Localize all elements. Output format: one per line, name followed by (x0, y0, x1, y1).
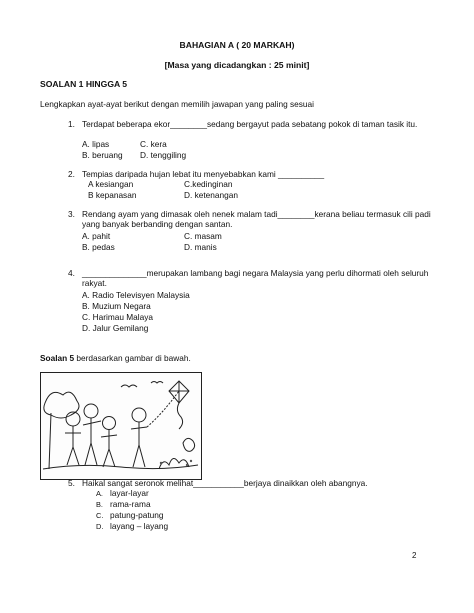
section-title: BAHAGIAN A ( 20 MARKAH) (179, 40, 295, 50)
kite-illustration (40, 372, 202, 480)
option-c[interactable]: C. kera (140, 139, 167, 149)
option-d[interactable]: D. tenggiling (140, 150, 187, 160)
option-letter: B. (96, 500, 103, 509)
question-number: 4. (68, 268, 75, 278)
question-2 (42, 169, 437, 203)
option-a[interactable]: A. Radio Televisyen Malaysia (82, 290, 190, 300)
q5-intro-bold: Soalan 5 (40, 353, 75, 363)
option-d[interactable]: D. Jalur Gemilang (82, 323, 149, 333)
time-note: [Masa yang dicadangkan : 25 minit] (164, 60, 310, 70)
option-d[interactable]: D. manis (184, 242, 217, 252)
children-flying-kite-drawing (41, 373, 200, 478)
question-text: Tempias daripada hujan lebat itu menyebabkan kami __________ (82, 169, 325, 179)
option-letter: A. (96, 489, 103, 498)
option-c[interactable]: C. Harimau Malaya (82, 312, 154, 322)
q5-intro (40, 353, 191, 363)
questions-heading: SOALAN 1 HINGGA 5 (40, 79, 128, 89)
option-b[interactable]: B. pedas (82, 242, 115, 252)
option-c[interactable]: patung-patung (110, 510, 164, 520)
option-c[interactable]: C. masam (184, 231, 222, 241)
option-b[interactable]: B kepanasan (88, 190, 137, 200)
question-1 (42, 119, 437, 165)
question-number: 5. (68, 478, 75, 488)
page-number: 2 (412, 551, 417, 560)
option-d[interactable]: D. ketenangan (184, 190, 238, 200)
question-text: Haikal sangat seronok melihat___________berjaya dinaikkan oleh abangnya. (82, 478, 368, 488)
option-b[interactable]: B. Muzium Negara (82, 301, 151, 311)
option-a[interactable]: layar-layar (110, 488, 149, 498)
option-d[interactable]: layang – layang (110, 521, 169, 531)
option-b[interactable]: rama-rama (110, 499, 151, 509)
q5-intro-text: berdasarkan gambar di bawah. (74, 353, 191, 363)
question-number: 3. (68, 209, 75, 219)
option-letter: D. (96, 522, 104, 531)
question-number: 1. (68, 119, 75, 129)
option-b[interactable]: B. beruang (82, 150, 123, 160)
question-4 (42, 268, 437, 338)
option-a[interactable]: A. pahit (82, 231, 111, 241)
option-a[interactable]: A kesiangan (88, 179, 134, 189)
question-3 (42, 209, 437, 255)
option-a[interactable]: A. lipas (82, 139, 110, 149)
question-text: Rendang ayam yang dimasak oleh nenek malam tadi________kerana beliau termasuk cili padi yang banyak berbanding dengan santan. (82, 209, 431, 230)
option-letter: C. (96, 511, 104, 520)
question-text: ______________merupakan lambang bagi negara Malaysia yang perlu dihormati oleh seluruh rakyat. (82, 268, 429, 289)
instruction-text: Lengkapkan ayat-ayat berikut dengan memilih jawapan yang paling sesuai (40, 99, 314, 109)
question-text: Terdapat beberapa ekor________sedang bergayut pada sebatang pokok di taman tasik itu. (82, 119, 418, 129)
option-c[interactable]: C.kedinginan (184, 179, 233, 189)
question-number: 2. (68, 169, 75, 179)
question-5 (42, 478, 437, 538)
